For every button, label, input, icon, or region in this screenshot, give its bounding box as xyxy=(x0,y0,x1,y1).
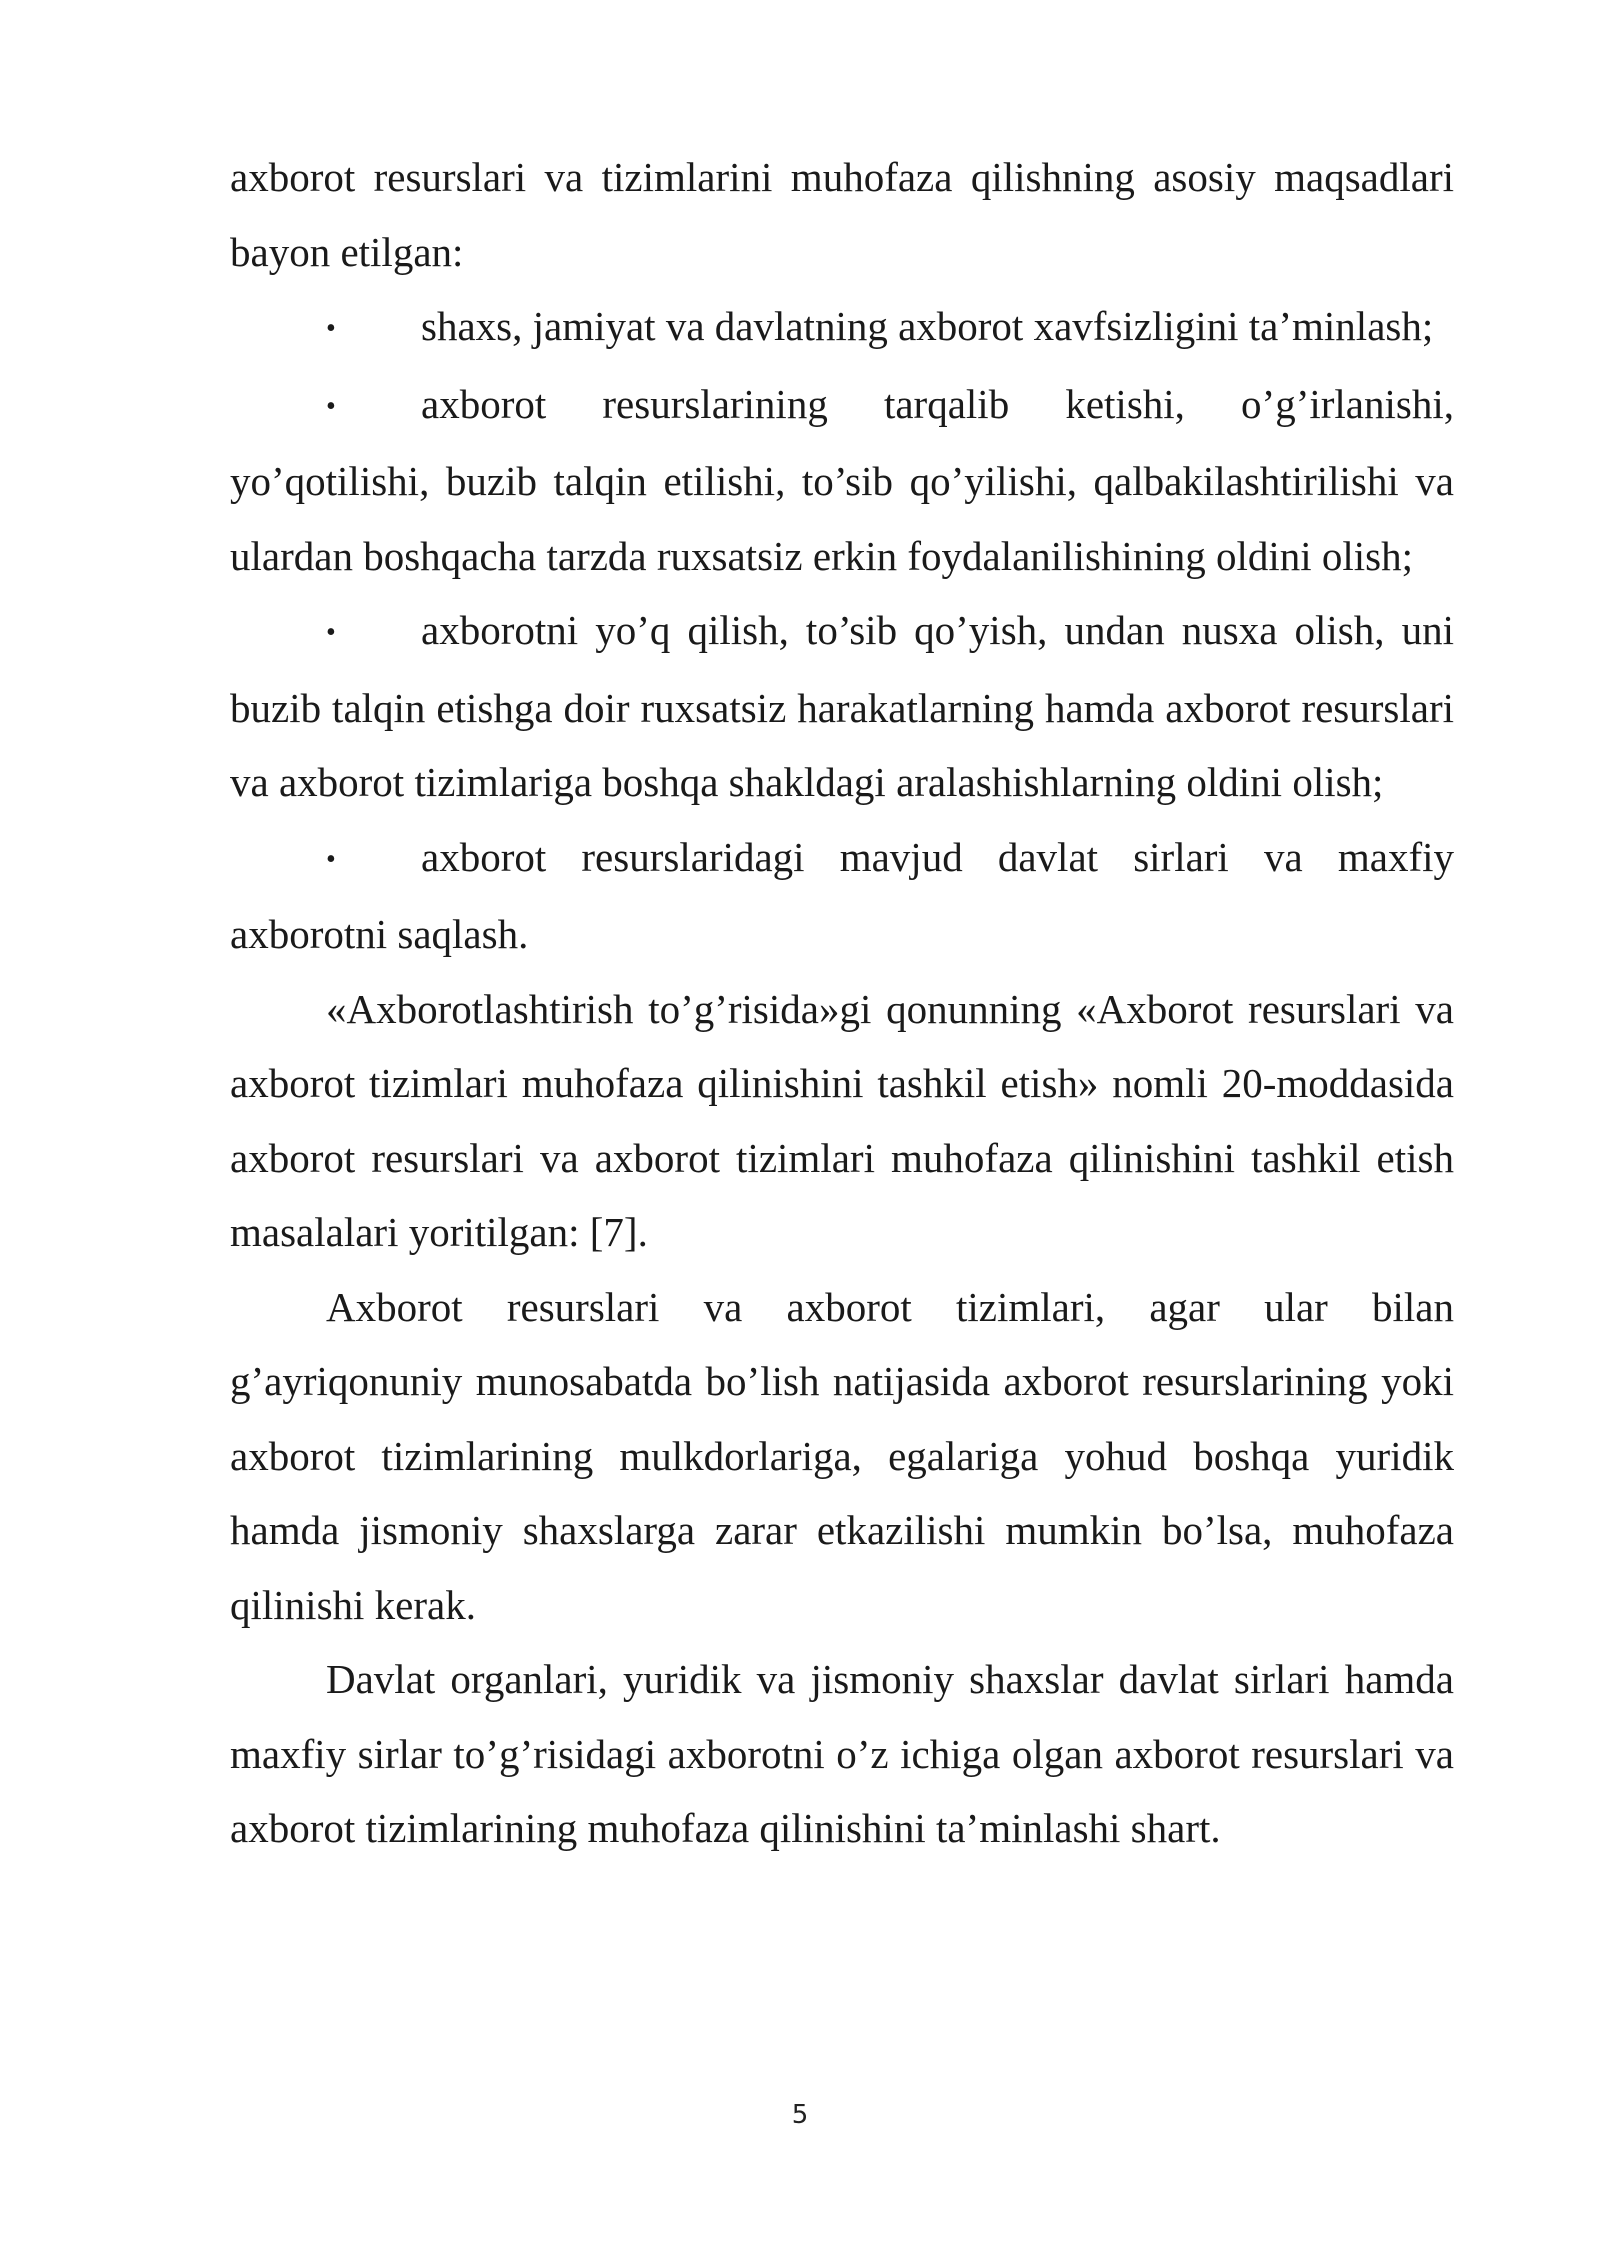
bullet-item xyxy=(230,593,1454,820)
body-paragraph: «Axborotlashtirish to’g’risida»gi qonunning «Axborot resurslari va axborot tizimlari muhofaza qilinishini tashkil etish» nomli 20-moddasida axborot resurslari va axborot tizimlari muhofaza qilinishini tashkil etish masalalari yoritilgan: [7]. xyxy=(230,985,1454,1255)
bullet-text: axborot resurslarining tarqalib ketishi, o’g’irlanishi, yo’qotilishi, buzib talqin etilishi, to’sib qo’yilishi, qalbakilashtirilishi va ulardan boshqacha tarzda ruxsatsiz erkin foydalanilishining oldini olish; xyxy=(230,380,1454,579)
bullet-text: axborot resurslaridagi mavjud davlat sirlari va maxfiy axborotni saqlash. xyxy=(230,833,1454,957)
page-number: 5 xyxy=(791,2100,809,2130)
bullet-icon: • xyxy=(326,843,336,875)
bullet-text: shaxs, jamiyat va davlatning axborot xavfsizligini ta’minlash; xyxy=(421,303,1434,349)
bullet-item xyxy=(230,367,1454,594)
document-page xyxy=(230,140,1454,1866)
intro-paragraph: axborot resurslari va tizimlarini muhofaza qilishning asosiy maqsadlari bayon etilgan: xyxy=(230,154,1454,275)
bullet-icon: • xyxy=(326,617,336,648)
body-paragraph: Axborot resurslari va axborot tizimlari, agar ular bilan g’ayriqonuniy munosabatda bo’lish natijasida axborot resurslarining yoki axborot tizimlarining mulkdorlariga, egalariga yohud boshqa yuridik hamda jismoniy shaxslarga zarar etkazilishi mumkin bo’lsa, muhofaza qilinishi kerak. xyxy=(230,1283,1454,1628)
bullet-icon: • xyxy=(326,313,336,344)
bullet-icon: • xyxy=(326,390,336,422)
bullet-text: axborotni yo’q qilish, to’sib qo’yish, undan nusxa olish, uni buzib talqin etishga doir ruxsatsiz harakatlarning hamda axborot resurslari va axborot tizimlariga boshqa shakldagi aralashishlarning oldini olish; xyxy=(230,607,1454,805)
body-paragraph: Davlat organlari, yuridik va jismoniy shaxslar davlat sirlari hamda maxfiy sirlar to’g’risidagi axborotni o’z ichiga olgan axborot resurslari va axborot tizimlarining muhofaza qilinishini ta’minlashi shart. xyxy=(230,1656,1454,1851)
bullet-item xyxy=(230,289,1454,367)
bullet-item xyxy=(230,820,1454,972)
